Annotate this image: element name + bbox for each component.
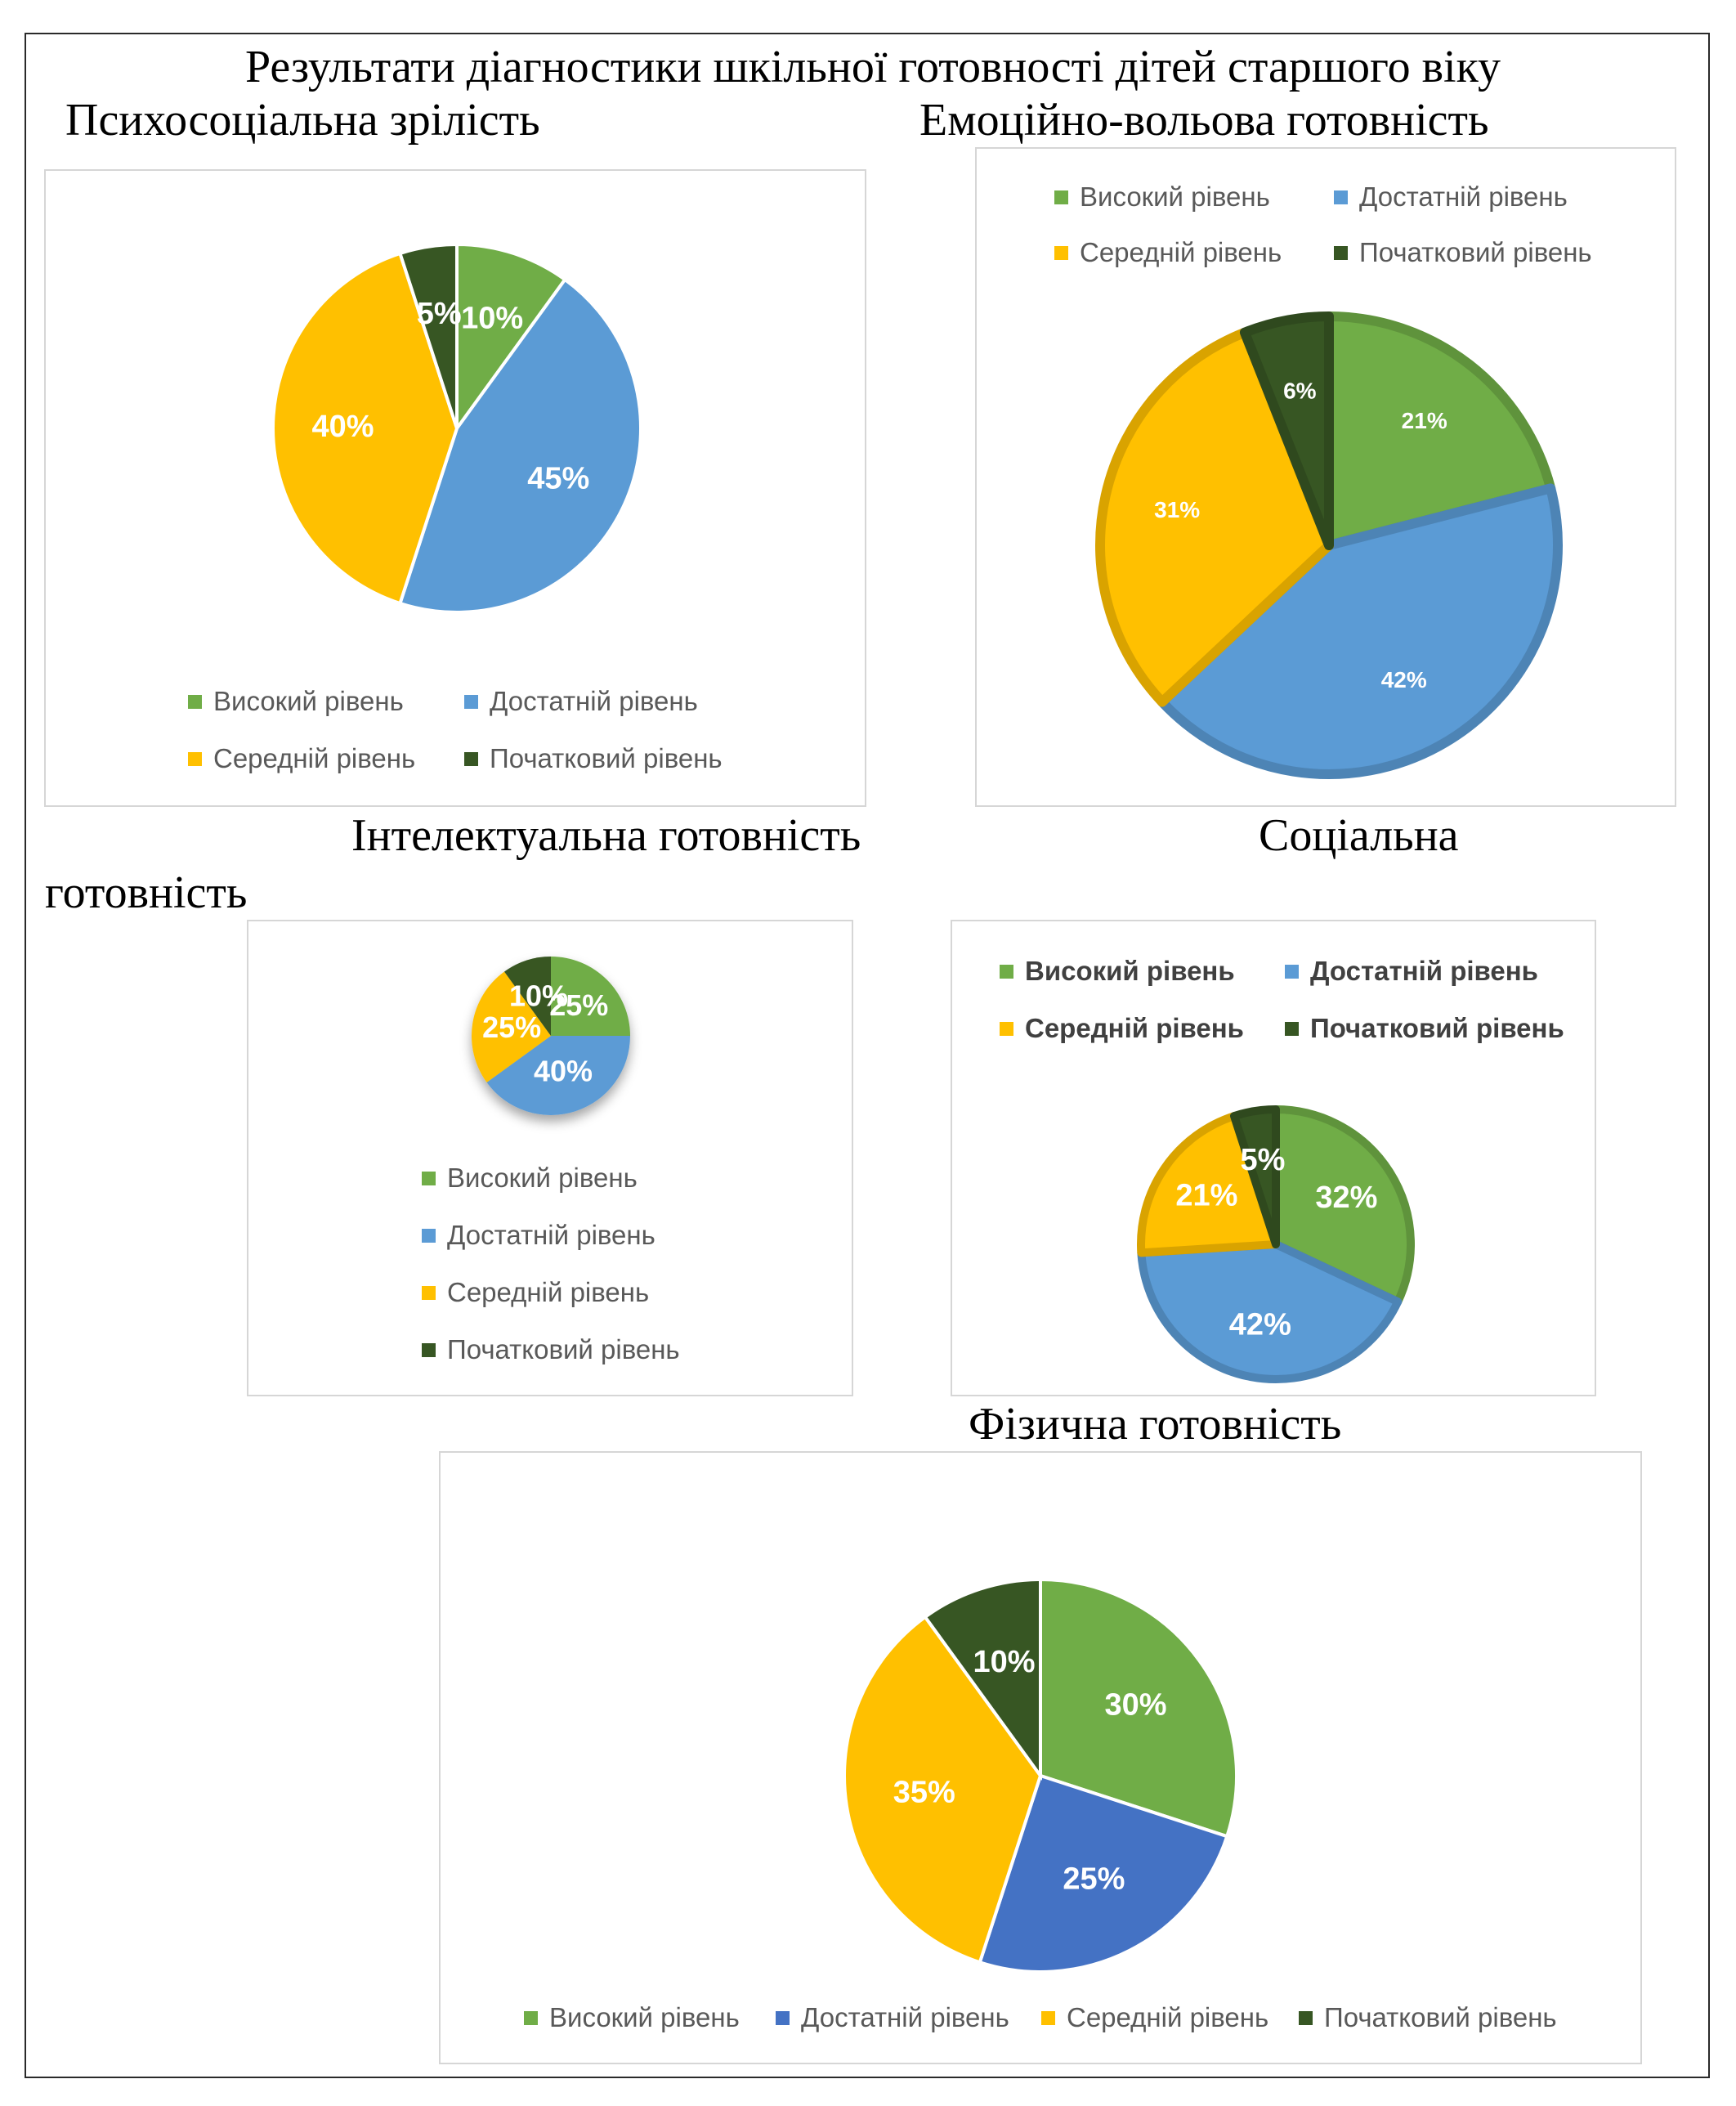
legend-label: Середній рівень bbox=[213, 743, 416, 773]
legend-item-middle bbox=[188, 743, 415, 774]
legend-item-middle bbox=[1041, 2002, 1268, 2033]
legend-item-initial bbox=[1334, 237, 1592, 268]
pie-label-intellectual-3: 10% bbox=[508, 979, 569, 1013]
legend-item-high bbox=[1000, 956, 1235, 987]
legend-swatch-high bbox=[524, 2011, 538, 2025]
pie-emotional-slices bbox=[1100, 316, 1558, 774]
chart-panel-social bbox=[951, 920, 1596, 1396]
legend-item-high bbox=[1054, 181, 1270, 213]
pie-label-physical-3: 10% bbox=[973, 1645, 1036, 1680]
legend-item-initial bbox=[1299, 2002, 1557, 2033]
legend-swatch-sufficient bbox=[776, 2011, 790, 2025]
legend-label: Початковий рівень bbox=[1324, 2002, 1557, 2032]
caption-emotional: Емоційно-вольова готовність bbox=[919, 95, 1489, 146]
legend-item-high bbox=[188, 686, 404, 717]
main-title: Результати діагностики шкільної готовності дітей старшого віку bbox=[245, 42, 1501, 92]
legend-item-sufficient bbox=[464, 686, 698, 717]
legend-label: Високий рівень bbox=[549, 2002, 740, 2032]
chart-panel-emotional bbox=[975, 147, 1676, 807]
legend-swatch-middle bbox=[422, 1286, 436, 1300]
legend-swatch-high bbox=[422, 1172, 436, 1185]
legend-item-initial bbox=[422, 1334, 680, 1365]
legend-swatch-sufficient bbox=[1334, 190, 1348, 204]
pie-label-intellectual-0: 25% bbox=[549, 988, 609, 1023]
legend-swatch-initial bbox=[1299, 2011, 1313, 2025]
pie-label-emotional-2: 31% bbox=[1154, 496, 1201, 522]
pie-label-emotional-1: 42% bbox=[1380, 667, 1427, 693]
legend-item-middle bbox=[422, 1277, 649, 1308]
pie-label-social-2: 21% bbox=[1175, 1178, 1238, 1213]
legend-label: Середній рівень bbox=[1080, 237, 1282, 267]
legend-label: Достатній рівень bbox=[1359, 181, 1568, 212]
pie-label-social-1: 42% bbox=[1228, 1307, 1291, 1342]
legend-item-initial bbox=[1285, 1013, 1564, 1044]
legend-item-middle bbox=[1054, 237, 1282, 268]
legend-swatch-initial bbox=[464, 752, 478, 766]
legend-swatch-sufficient bbox=[464, 695, 478, 709]
pie-chart-psychosocial bbox=[46, 171, 868, 809]
chart-panel-psychosocial bbox=[44, 169, 866, 807]
caption-intellectual: Інтелектуальна готовність bbox=[351, 810, 861, 861]
legend-item-sufficient bbox=[1334, 181, 1568, 213]
legend-label: Середній рівень bbox=[1025, 1013, 1244, 1043]
pie-label-psycho-2: 40% bbox=[311, 410, 374, 445]
legend-swatch-high bbox=[1054, 190, 1068, 204]
legend-item-sufficient bbox=[422, 1220, 655, 1251]
legend-label: Достатній рівень bbox=[801, 2002, 1009, 2032]
legend-label: Достатній рівень bbox=[1310, 956, 1538, 986]
pie-label-intellectual-1: 40% bbox=[533, 1054, 593, 1088]
legend-label: Початковий рівень bbox=[490, 743, 723, 773]
pie-label-intellectual-2: 25% bbox=[482, 1010, 542, 1044]
legend-item-initial bbox=[464, 743, 723, 774]
pie-label-psycho-1: 45% bbox=[527, 461, 590, 496]
legend-item-high bbox=[524, 2002, 740, 2033]
pie-label-physical-0: 30% bbox=[1104, 1687, 1167, 1723]
legend-swatch-middle bbox=[1041, 2011, 1055, 2025]
legend-swatch-high bbox=[188, 695, 202, 709]
legend-label: Високий рівень bbox=[213, 686, 404, 716]
pie-label-social-0: 32% bbox=[1315, 1181, 1378, 1216]
chart-panel-intellectual bbox=[247, 920, 853, 1396]
legend-swatch-middle bbox=[188, 752, 202, 766]
caption-social-continued: готовність bbox=[45, 867, 248, 918]
legend-swatch-initial bbox=[422, 1343, 436, 1357]
legend-label: Початковий рівень bbox=[1359, 237, 1592, 267]
legend-swatch-middle bbox=[1054, 246, 1068, 260]
legend-label: Початковий рівень bbox=[1310, 1013, 1564, 1043]
pie-chart-physical bbox=[441, 1453, 1644, 2066]
legend-label: Достатній рівень bbox=[447, 1220, 655, 1250]
legend-swatch-initial bbox=[1334, 246, 1348, 260]
legend-label: Високий рівень bbox=[1025, 956, 1235, 986]
pie-label-physical-2: 35% bbox=[893, 1775, 955, 1810]
chart-panel-physical bbox=[439, 1451, 1642, 2064]
legend-label: Середній рівень bbox=[1067, 2002, 1269, 2032]
legend-label: Високий рівень bbox=[447, 1163, 638, 1193]
pie-label-social-3: 5% bbox=[1240, 1142, 1286, 1177]
legend-label: Початковий рівень bbox=[447, 1334, 680, 1364]
legend-label: Середній рівень bbox=[447, 1277, 650, 1307]
caption-social: Соціальна bbox=[1259, 810, 1459, 861]
pie-chart-intellectual bbox=[248, 921, 855, 1398]
legend-item-high bbox=[422, 1163, 638, 1194]
legend-item-sufficient bbox=[776, 2002, 1009, 2033]
legend-label: Високий рівень bbox=[1080, 181, 1270, 212]
legend-swatch-sufficient bbox=[422, 1229, 436, 1243]
legend-label: Достатній рівень bbox=[490, 686, 698, 716]
pie-label-psycho-0: 10% bbox=[461, 301, 524, 336]
pie-label-emotional-0: 21% bbox=[1401, 407, 1447, 433]
pie-label-physical-1: 25% bbox=[1063, 1862, 1125, 1897]
legend-swatch-middle bbox=[1000, 1022, 1013, 1036]
legend-swatch-initial bbox=[1285, 1022, 1299, 1036]
legend-item-sufficient bbox=[1285, 956, 1538, 987]
legend-swatch-high bbox=[1000, 965, 1013, 979]
legend-item-middle bbox=[1000, 1013, 1244, 1044]
pie-chart-social bbox=[952, 921, 1598, 1398]
pie-label-psycho-3: 5% bbox=[416, 297, 462, 332]
caption-physical: Фізична готовність bbox=[969, 1399, 1342, 1450]
pie-label-emotional-3: 6% bbox=[1283, 378, 1317, 404]
legend-swatch-sufficient bbox=[1285, 965, 1299, 979]
caption-psychosocial: Психосоціальна зрілість bbox=[65, 95, 540, 146]
